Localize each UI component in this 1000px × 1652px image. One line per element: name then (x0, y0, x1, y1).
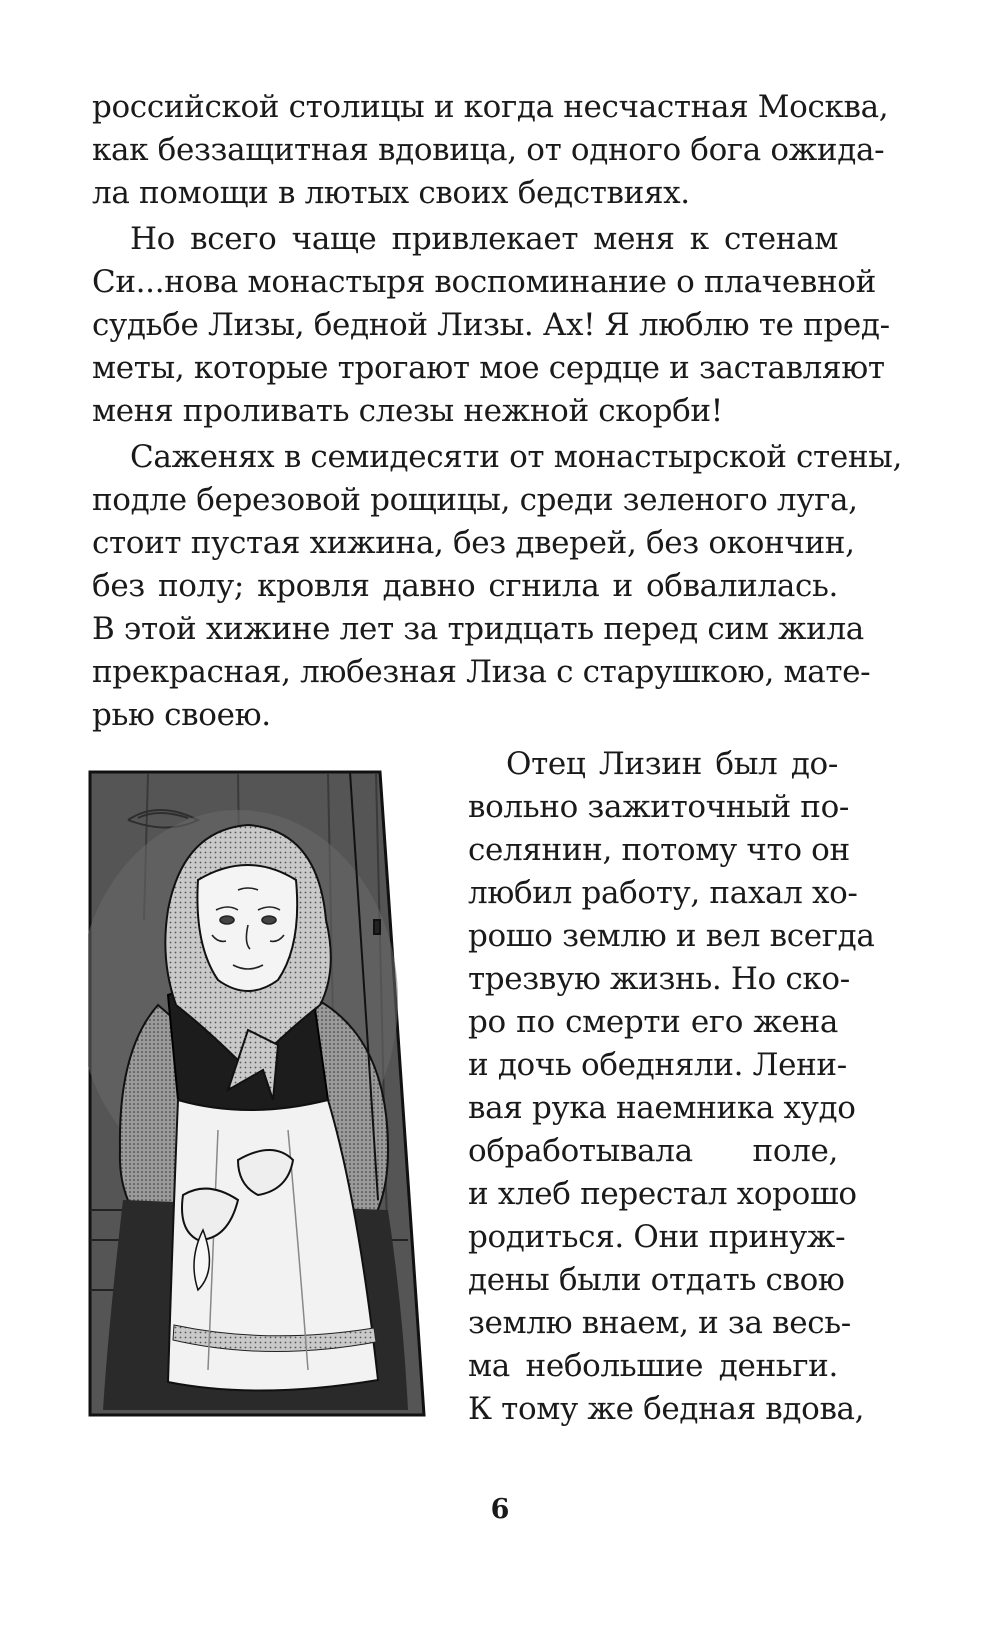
text-line: ла помощи в лютых своих бедствиях. (92, 175, 690, 211)
text-line: вольно зажиточный по- (468, 789, 850, 825)
text-line: дены были отдать свою (468, 1262, 845, 1298)
text-line: обработывала поле, (468, 1133, 838, 1169)
text-line: Си...нова монастыря воспоминание о плачевной (92, 264, 876, 300)
text-line: В этой хижине лет за тридцать перед сим жила (92, 611, 864, 647)
paragraph-start-line: Но всего чаще привлекает меня к стенам (130, 221, 838, 257)
text-line: и дочь обедняли. Лени- (468, 1047, 847, 1083)
text-line: стоит пустая хижина, без дверей, без окончин, (92, 525, 855, 561)
text-line: рью своею. (92, 697, 271, 733)
text-line: родиться. Они принуж- (468, 1219, 846, 1255)
text-line: ро по смерти его жена (468, 1004, 838, 1040)
text-line: меты, которые трогают мое сердце и заставляют (92, 350, 885, 386)
text-line: К тому же бедная вдова, (468, 1391, 865, 1427)
text-line: как беззащитная вдовица, от одного бога ожида- (92, 132, 885, 168)
text-line: вая рука наемника худо (468, 1090, 856, 1126)
text-line: рошо землю и вел всегда (468, 918, 875, 954)
text-line: и хлеб перестал хорошо (468, 1176, 857, 1212)
text-line: подле березовой рощицы, среди зеленого луга, (92, 482, 858, 518)
text-line: ма небольшие деньги. (468, 1348, 838, 1384)
text-line: без полу; кровля давно сгнила и обвалилась. (92, 568, 838, 604)
text-line: любил работу, пахал хо- (468, 875, 858, 911)
old-woman-illustration (88, 770, 426, 1417)
text-line: меня проливать слезы нежной скорби! (92, 393, 723, 429)
text-line: селянин, потому что он (468, 832, 850, 868)
text-line: землю внаем, и за весь- (468, 1305, 851, 1341)
paragraph-start-line: Саженях в семидесяти от монастырской стены, (130, 439, 902, 475)
text-line: российской столицы и когда несчастная Москва, (92, 89, 889, 125)
text-line: прекрасная, любезная Лиза с старушкою, мате- (92, 654, 871, 690)
paragraph-start-line: Отец Лизин был до- (506, 746, 838, 782)
text-line: трезвую жизнь. Но ско- (468, 961, 850, 997)
text-line: судьбе Лизы, бедной Лизы. Ах! Я люблю те пред- (92, 307, 890, 343)
page-number: 6 (490, 1494, 510, 1525)
